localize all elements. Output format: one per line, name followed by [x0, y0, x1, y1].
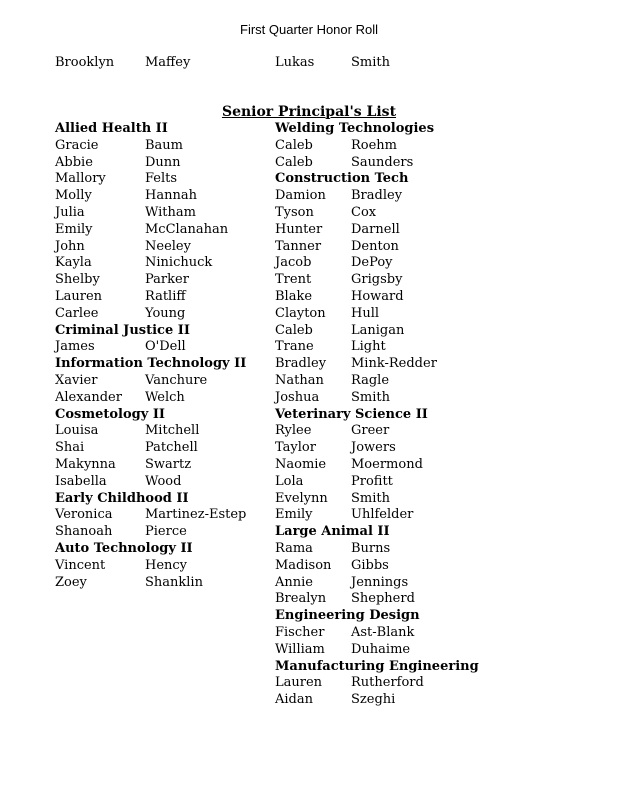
student-first-name: James	[55, 339, 95, 355]
student-last-name: Greer	[351, 423, 390, 439]
student-row	[55, 339, 270, 356]
honor-roll-row	[55, 55, 575, 72]
student-first-name: Isabella	[55, 473, 107, 489]
student-first-name: Shai	[55, 440, 85, 456]
student-last-name: Grigsby	[351, 272, 403, 288]
student-first-name: Caleb	[275, 154, 313, 170]
student-first-name: Vincent	[55, 557, 106, 573]
student-row	[275, 575, 605, 592]
student-row	[275, 289, 605, 306]
student-row	[275, 188, 605, 205]
student-last-name: Wood	[145, 473, 182, 489]
student-last-name: Ninichuck	[145, 255, 213, 271]
student-last-name: Ragle	[351, 372, 390, 388]
student-first-name: John	[55, 238, 85, 254]
student-row	[55, 423, 270, 440]
student-last-name: Felts	[145, 171, 178, 187]
student-first-name: Caleb	[275, 137, 313, 153]
student-first-name: Veronica	[55, 507, 113, 523]
section-heading: Welding Technologies	[275, 121, 435, 136]
student-first-name: Nathan	[275, 372, 324, 388]
student-first-name: Rama	[275, 540, 313, 556]
student-row	[55, 390, 270, 407]
student-last-name: Rutherford	[351, 675, 424, 691]
student-last-name: O'Dell	[145, 339, 186, 355]
section-heading: Allied Health II	[55, 121, 168, 136]
student-last-name: Maffey	[145, 55, 191, 70]
student-first-name: Emily	[275, 507, 313, 523]
student-last-name: Baum	[145, 137, 184, 153]
student-last-name: Burns	[351, 540, 391, 556]
student-first-name: Abbie	[55, 154, 93, 170]
right-column	[275, 121, 605, 709]
student-last-name: Hannah	[145, 188, 197, 204]
student-row	[275, 474, 605, 491]
student-first-name: Makynna	[55, 456, 116, 472]
student-row	[275, 423, 605, 440]
student-first-name: Damion	[275, 188, 326, 204]
student-first-name: Zoey	[55, 574, 87, 590]
student-first-name: Clayton	[275, 305, 326, 321]
student-row	[55, 457, 270, 474]
student-last-name: Jowers	[351, 440, 396, 456]
student-first-name: Molly	[55, 188, 92, 204]
section-heading: Large Animal II	[275, 524, 390, 540]
student-first-name: Naomie	[275, 456, 327, 472]
section-heading: Early Childhood II	[55, 490, 189, 506]
student-last-name: Smith	[351, 490, 390, 506]
student-row	[275, 591, 605, 608]
student-last-name: Neeley	[145, 238, 191, 254]
student-last-name: Gibbs	[351, 557, 389, 573]
student-last-name: Uhlfelder	[351, 507, 414, 523]
student-row	[275, 138, 605, 155]
student-first-name: Madison	[275, 557, 332, 573]
student-last-name: Hency	[145, 557, 188, 573]
section-heading: Engineering Design	[275, 608, 420, 624]
student-last-name: Jennings	[351, 574, 409, 590]
student-row	[275, 323, 605, 340]
student-first-name: Trane	[275, 339, 314, 355]
student-row	[55, 558, 270, 575]
student-last-name: Martinez-Estep	[145, 507, 247, 523]
student-first-name: William	[275, 641, 325, 657]
student-last-name: Welch	[145, 389, 185, 405]
student-first-name: Trent	[275, 272, 312, 288]
student-last-name: Mink-Redder	[351, 356, 437, 372]
student-row	[275, 625, 605, 642]
student-first-name: Taylor	[275, 440, 316, 456]
student-last-name: Mitchell	[145, 423, 200, 439]
student-row	[55, 239, 270, 256]
student-row	[55, 373, 270, 390]
student-first-name: Tanner	[275, 238, 322, 254]
student-row	[55, 188, 270, 205]
student-first-name: Tyson	[275, 204, 314, 220]
student-last-name: Denton	[351, 238, 399, 254]
left-column	[55, 121, 270, 591]
student-row	[275, 541, 605, 558]
student-row	[275, 457, 605, 474]
student-last-name: Saunders	[351, 154, 414, 170]
student-row	[275, 205, 605, 222]
student-last-name: Patchell	[145, 440, 198, 456]
section-heading: Cosmetology II	[55, 406, 165, 422]
student-first-name: Lauren	[55, 288, 103, 304]
student-last-name: Ratliff	[145, 288, 186, 304]
student-row	[55, 255, 270, 272]
student-row	[275, 507, 605, 524]
student-first-name: Shelby	[55, 272, 100, 288]
student-first-name: Brealyn	[275, 591, 327, 607]
student-last-name: Shepherd	[351, 591, 415, 607]
student-last-name: DePoy	[351, 255, 393, 271]
student-row	[55, 575, 270, 592]
student-last-name: Witham	[145, 204, 196, 220]
student-first-name: Annie	[275, 574, 313, 590]
student-row	[55, 524, 270, 541]
student-first-name: Kayla	[55, 255, 92, 271]
list-title: Senior Principal's List	[221, 104, 397, 120]
student-last-name: Bradley	[351, 188, 403, 204]
student-last-name: Profitt	[351, 473, 393, 489]
student-first-name: Carlee	[55, 305, 99, 321]
student-row	[275, 239, 605, 256]
student-last-name: Young	[145, 305, 186, 321]
student-first-name: Rylee	[275, 423, 312, 439]
student-row	[275, 222, 605, 239]
section-heading: Criminal Justice II	[55, 322, 190, 338]
student-row	[275, 155, 605, 172]
student-first-name: Brooklyn	[55, 55, 115, 70]
student-row	[275, 373, 605, 390]
student-last-name: Ast-Blank	[351, 624, 415, 640]
student-first-name: Caleb	[275, 322, 313, 338]
student-first-name: Lola	[275, 473, 304, 489]
student-row	[275, 255, 605, 272]
student-last-name: Vanchure	[145, 372, 208, 388]
student-last-name: Hull	[351, 305, 380, 321]
student-last-name: Light	[351, 339, 386, 355]
student-row	[55, 205, 270, 222]
student-first-name: Julia	[55, 204, 85, 220]
student-row	[55, 440, 270, 457]
student-row	[275, 692, 605, 709]
student-first-name: Aidan	[275, 692, 313, 708]
student-first-name: Lukas	[275, 55, 315, 70]
student-row	[275, 675, 605, 692]
student-first-name: Joshua	[275, 389, 320, 405]
student-last-name: Lanigan	[351, 322, 405, 338]
student-row	[275, 356, 605, 373]
student-last-name: Duhaime	[351, 641, 411, 657]
student-last-name: Howard	[351, 288, 404, 304]
student-first-name: Gracie	[55, 137, 99, 153]
student-last-name: Parker	[145, 272, 189, 288]
student-last-name: Pierce	[145, 524, 187, 540]
student-last-name: McClanahan	[145, 221, 229, 237]
page-title: First Quarter Honor Roll	[240, 22, 378, 37]
student-row	[275, 339, 605, 356]
student-row	[55, 306, 270, 323]
student-last-name: Dunn	[145, 154, 181, 170]
student-row	[55, 171, 270, 188]
student-last-name: Swartz	[145, 456, 192, 472]
student-last-name: Smith	[351, 55, 390, 70]
student-first-name: Louisa	[55, 423, 99, 439]
student-row	[55, 138, 270, 155]
section-heading: Construction Tech	[275, 171, 409, 187]
student-row	[55, 222, 270, 239]
section-heading: Veterinary Science II	[275, 406, 428, 422]
section-heading: Auto Technology II	[55, 540, 193, 556]
student-first-name: Hunter	[275, 221, 323, 237]
student-first-name: Evelynn	[275, 490, 328, 506]
student-first-name: Shanoah	[55, 524, 113, 540]
student-last-name: Roehm	[351, 137, 398, 153]
student-row	[275, 390, 605, 407]
student-last-name: Smith	[351, 389, 390, 405]
student-last-name: Moermond	[351, 456, 423, 472]
section-heading: Information Technology II	[55, 356, 247, 372]
student-last-name: Szeghi	[351, 692, 396, 708]
student-row	[55, 474, 270, 491]
student-first-name: Blake	[275, 288, 313, 304]
student-last-name: Shanklin	[145, 574, 203, 590]
student-row	[55, 155, 270, 172]
student-row	[275, 642, 605, 659]
student-first-name: Xavier	[55, 372, 98, 388]
student-row	[275, 306, 605, 323]
student-row	[275, 272, 605, 289]
section-heading: Manufacturing Engineering	[275, 658, 479, 674]
student-first-name: Fischer	[275, 624, 325, 640]
student-first-name: Alexander	[55, 389, 122, 405]
student-first-name: Emily	[55, 221, 93, 237]
student-last-name: Darnell	[351, 221, 400, 237]
student-first-name: Mallory	[55, 171, 106, 187]
student-last-name: Cox	[351, 204, 377, 220]
student-first-name: Jacob	[275, 255, 312, 271]
student-first-name: Lauren	[275, 675, 323, 691]
student-row	[55, 507, 270, 524]
student-row	[55, 272, 270, 289]
student-row	[275, 558, 605, 575]
student-first-name: Bradley	[275, 356, 327, 372]
student-row	[275, 440, 605, 457]
student-row	[275, 491, 605, 508]
student-row	[55, 289, 270, 306]
